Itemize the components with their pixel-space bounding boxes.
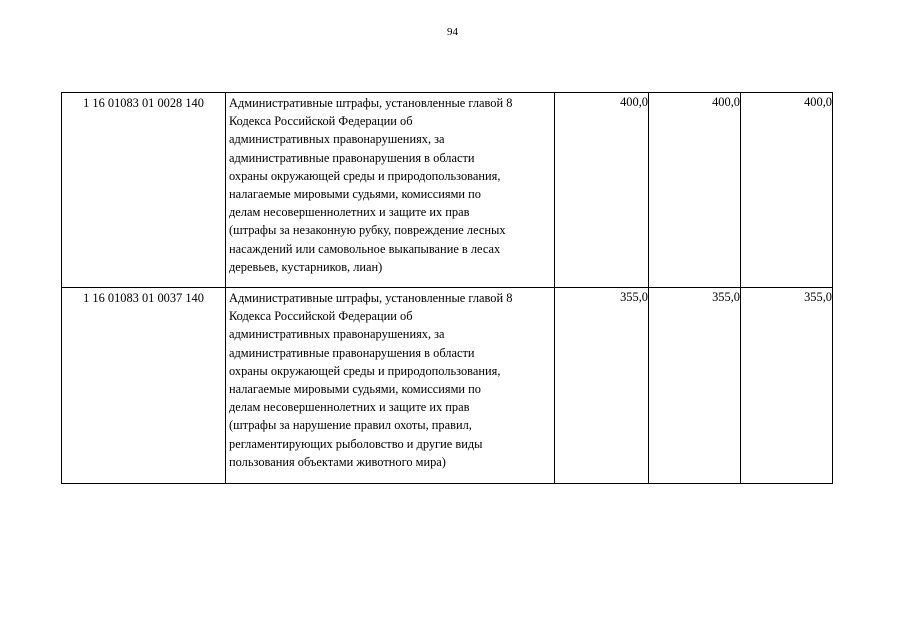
table-row	[62, 93, 833, 288]
description-cell	[226, 93, 555, 288]
value-year-2: 400,0	[649, 93, 741, 288]
value-year-3: 355,0	[741, 288, 833, 484]
value-year-1: 355,0	[555, 288, 649, 484]
description-cell	[226, 288, 555, 484]
value-year-1: 400,0	[555, 93, 649, 288]
page-number: 94	[447, 26, 458, 38]
budget-table	[61, 92, 833, 484]
description: Административные штрафы, установленные главой 8 Кодекса Российской Федерации об административных правонарушениях, за административные правонарушения в области охраны окружающей среды и природопользования, налагаемые мировыми судьями, комиссиями по делам несовершеннолетних и защите их прав (штрафы за незаконную рубку, повреждение лесных насаждений или самовольное выкапывание в лесах деревьев, кустарников, лиан)	[229, 96, 513, 274]
budget-code-cell	[62, 93, 226, 288]
budget-code: 1 16 01083 01 0037 140	[83, 291, 204, 305]
budget-code-cell	[62, 288, 226, 484]
value-year-2: 355,0	[649, 288, 741, 484]
budget-code: 1 16 01083 01 0028 140	[83, 96, 204, 110]
value-year-3: 400,0	[741, 93, 833, 288]
description: Административные штрафы, установленные главой 8 Кодекса Российской Федерации об административных правонарушениях, за административные правонарушения в области охраны окружающей среды и природопользования, налагаемые мировыми судьями, комиссиями по делам несовершеннолетних и защите их прав (штрафы за нарушение правил охоты, правил, регламентирующих рыболовство и другие виды пользования объектами животного мира)	[229, 291, 513, 469]
table-row	[62, 288, 833, 484]
